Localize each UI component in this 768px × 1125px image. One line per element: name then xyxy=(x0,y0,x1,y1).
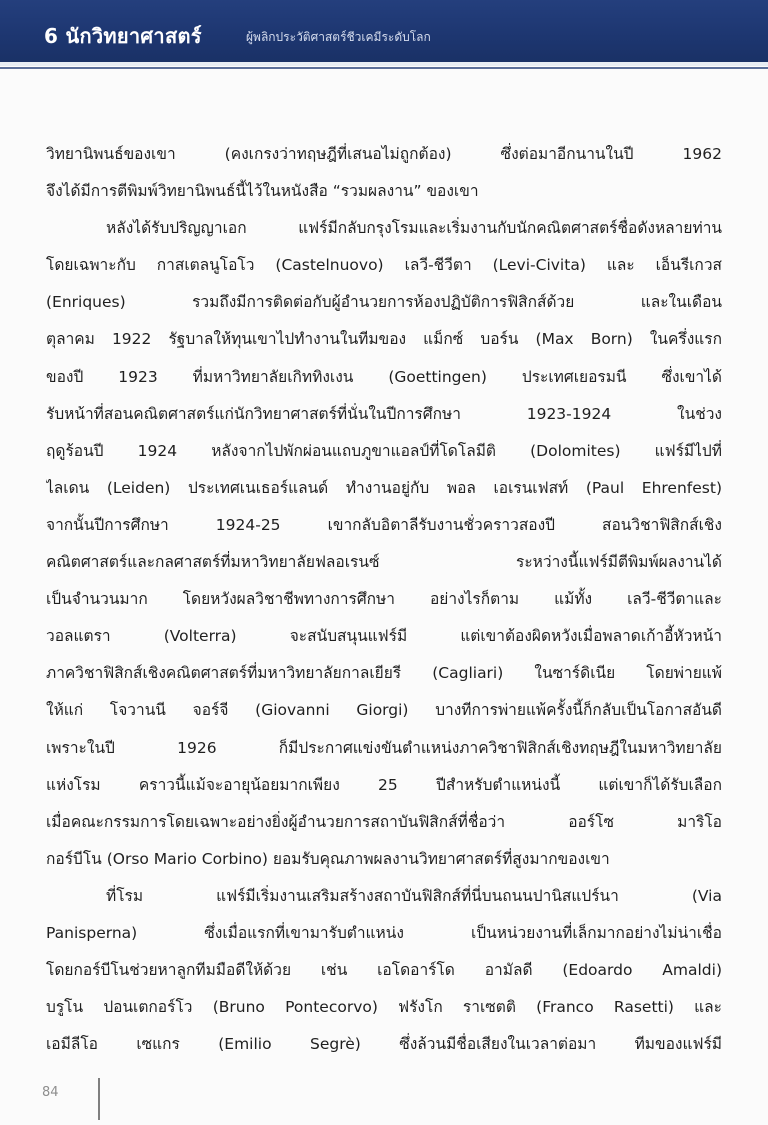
text-line: ฤดูร้อนปี 1924 หลังจากไปพักผ่อนแถบภูขาแอลป์ที่โดโลมีติ (Dolomites) แฟร์มีไปที่ xyxy=(46,441,722,460)
text-line: วิทยานิพนธ์ของเขา (คงเกรงว่าทฤษฎีที่เสนอไม่ถูกต้อง) ซึ่งต่อมาอีกนานในปี 1962 xyxy=(46,145,722,163)
text-line: ตุลาคม 1922 รัฐบาลให้ทุนเขาไปทำงานในทีมของ แม็กซ์ บอร์น (Max Born) ในครึ่งแรก xyxy=(46,330,722,349)
text-line: ที่โรม แฟร์มีเริ่มงานเสริมสร้างสถาบันฟิสิกส์ที่นี่บนถนนปานิสแปร์นา (Via xyxy=(106,886,722,905)
page-number: 84 xyxy=(42,1085,59,1100)
text-line: จึงได้มีการตีพิมพ์วิทยานิพนธ์นี้ไว้ในหนังสือ “รวมผลงาน” ของเขา xyxy=(46,182,479,201)
text-line: จากนั้นปีการศึกษา 1924-25 เขากลับอิตาลีรับงานชั่วคราวสองปี สอนวิชาฟิสิกส์เชิง xyxy=(46,515,722,534)
text-line: Panisperna) ซึ่งเมื่อแรกที่เขามารับตำแหน่ง เป็นหน่วยงานที่เล็กมากอย่างไม่น่าเชื่อ xyxy=(46,923,722,942)
text-line: เอมีลีโอ เซแกร (Emilio Segrè) ซึ่งล้วนมีชื่อเสียงในเวลาต่อมา ทีมของแฟร์มี xyxy=(46,1035,722,1054)
text-line: โดยกอร์บีโนช่วยหาลูกทีมมือดีให้ด้วย เช่น เอโดอาร์โด อามัลดี (Edoardo Amaldi) xyxy=(46,961,722,980)
text-line: โดยเฉพาะกับ กาสเตลนูโอโว (Castelnuovo) เลวี-ชีวีตา (Levi-Civita) และ เอ็นรีเกวส xyxy=(46,256,722,275)
text-line: เป็นจำนวนมาก โดยหวังผลวิชาชีพทางการศึกษา อย่างไรก็ตาม แม้ทั้ง เลวี-ชีวีตาและ xyxy=(46,590,722,609)
header-band xyxy=(0,0,768,62)
header-accent-strip xyxy=(0,62,768,66)
text-line: กอร์บีโน (Orso Mario Corbino) ยอมรับคุณภาพผลงานวิทยาศาสตร์ที่สูงมากของเขา xyxy=(46,849,610,868)
footer-rule xyxy=(98,1078,100,1120)
text-line: ภาควิชาฟิสิกส์เชิงคณิตศาสตร์ที่มหาวิทยาลัยกาลเยียรี (Cagliari) ในซาร์ดิเนีย โดยพ่ายแพ้ xyxy=(46,664,722,683)
book-subtitle: ผู้พลิกประวัติศาสตร์ชีวเคมีระดับโลก xyxy=(246,30,431,44)
text-line: รับหน้าที่สอนคณิตศาสตร์แก่นักวิทยาศาสตร์ที่นั่นในปีการศึกษา 1923-1924 ในช่วง xyxy=(46,404,722,423)
body-text xyxy=(46,136,722,1063)
text-line: เมื่อคณะกรรมการโดยเฉพาะอย่างยิ่งผู้อำนวยการสถาบันฟิสิกส์ที่ชื่อว่า ออร์โซ มาริโอ xyxy=(46,812,722,831)
text-line: ของปี 1923 ที่มหาวิทยาลัยเกิททิงเงน (Goettingen) ประเทศเยอรมนี ซึ่งเขาได้ xyxy=(46,367,722,386)
text-line: ให้แก่ โจวานนี จอร์จี (Giovanni Giorgi) บางทีการพ่ายแพ้ครั้งนี้ก็กลับเป็นโอกาสอันดี xyxy=(46,701,722,720)
text-line: แห่งโรม คราวนี้แม้จะอายุน้อยมากเพียง 25 ปีสำหรับตำแหน่งนี้ แต่เขาก็ได้รับเลือก xyxy=(46,775,722,794)
text-line: (Enriques) รวมถึงมีการติดต่อกับผู้อำนวยการห้องปฏิบัติการฟิสิกส์ด้วย และในเดือน xyxy=(46,293,722,312)
text-line: คณิตศาสตร์และกลศาสตร์ที่มหาวิทยาลัยฟลอเรนซ์ ระหว่างนี้แฟร์มีตีพิมพ์ผลงานได้ xyxy=(46,553,722,572)
header-rule xyxy=(0,67,768,69)
text-line: บรูโน ปอนเตกอร์โว (Bruno Pontecorvo) ฟรังโก ราเซตติ (Franco Rasetti) และ xyxy=(46,998,722,1017)
text-line: เพราะในปี 1926 ก็มีประกาศแข่งขันตำแหน่งภาควิชาฟิสิกส์เชิงทฤษฎีในมหาวิทยาลัย xyxy=(46,738,722,757)
chapter-title: 6 นักวิทยาศาสตร์ xyxy=(44,24,202,48)
text-line: ไลเดน (Leiden) ประเทศเนเธอร์แลนด์ ทำงานอยู่กับ พอล เอเรนเฟสท์ (Paul Ehrenfest) xyxy=(46,478,722,497)
text-line: วอลแตรา (Volterra) จะสนับสนุนแฟร์มี แต่เขาต้องผิดหวังเมื่อพลาดเก้าอี้หัวหน้า xyxy=(46,627,722,646)
text-line: หลังได้รับปริญญาเอก แฟร์มีกลับกรุงโรมและเริ่มงานกับนักคณิตศาสตร์ชื่อดังหลายท่าน xyxy=(106,219,722,238)
